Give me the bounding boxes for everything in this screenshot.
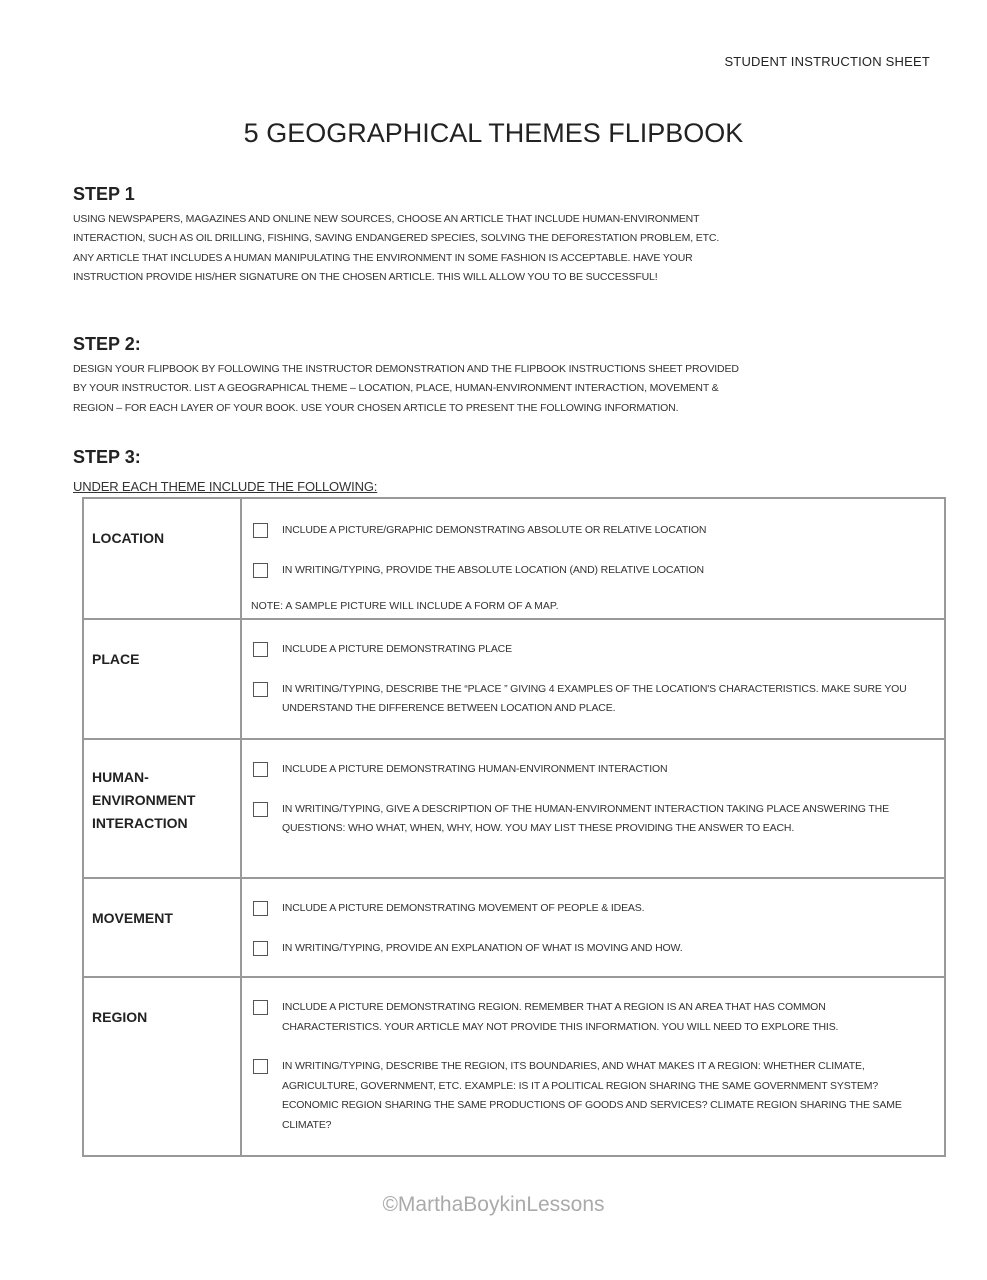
page-title: 5 GEOGRAPHICAL THEMES FLIPBOOK bbox=[243, 118, 744, 148]
step2-heading: STEP 2: bbox=[73, 334, 141, 354]
checkbox[interactable] bbox=[253, 642, 268, 657]
step2-line: REGION – FOR EACH LAYER OF YOUR BOOK. USE YOUR CHOSEN ARTICLE TO PRESENT THE FOLLOWING INFORMATION. bbox=[73, 402, 679, 414]
checklist-item: IN WRITING/TYPING, PROVIDE THE ABSOLUTE LOCATION (AND) RELATIVE LOCATION bbox=[282, 563, 704, 576]
theme-name: LOCATION bbox=[83, 498, 241, 619]
step2-line: BY YOUR INSTRUCTOR. LIST A GEOGRAPHICAL THEME – LOCATION, PLACE, HUMAN-ENVIRONMENT INTERACTION, MOVEMENT & bbox=[73, 382, 719, 394]
checkbox[interactable] bbox=[253, 682, 268, 697]
checkbox[interactable] bbox=[253, 802, 268, 817]
checkbox[interactable] bbox=[253, 941, 268, 956]
theme-name: MOVEMENT bbox=[83, 878, 241, 977]
table-row bbox=[83, 498, 945, 619]
note: NOTE: A SAMPLE PICTURE WILL INCLUDE A FORM OF A MAP. bbox=[251, 600, 559, 612]
checkbox[interactable] bbox=[253, 1059, 268, 1074]
checklist-item: IN WRITING/TYPING, DESCRIBE THE REGION, ITS BOUNDARIES, AND WHAT MAKES IT A REGION: WHETHER CLIMATE, AGRICULTURE, GOVERNMENT, ETC. EXAMPLE: IS IT A POLITICAL REGION SHARING THE SAME GOVERNMENT SYSTEM? ECONOMIC REGION SHARING THE SAME PRODUCTIONS OF GOODS AND SERVICES? CLIMATE REGION SHARING THE SAME CLIMATE? bbox=[282, 1060, 902, 1131]
checklist-item: INCLUDE A PICTURE DEMONSTRATING HUMAN-ENVIRONMENT INTERACTION bbox=[282, 763, 668, 775]
table-row bbox=[83, 878, 945, 977]
themes-table bbox=[82, 497, 946, 1157]
checklist-item: IN WRITING/TYPING, PROVIDE AN EXPLANATION OF WHAT IS MOVING AND HOW. bbox=[282, 941, 683, 954]
checklist-item: INCLUDE A PICTURE DEMONSTRATING MOVEMENT OF PEOPLE & IDEAS. bbox=[282, 902, 645, 914]
step1-line: ANY ARTICLE THAT INCLUDES A HUMAN MANIPULATING THE ENVIRONMENT IN SOME FASHION IS ACCEPTABLE. HAVE YOUR bbox=[73, 252, 693, 264]
checklist-item: INCLUDE A PICTURE DEMONSTRATING PLACE bbox=[282, 643, 512, 655]
table-row bbox=[83, 619, 945, 739]
checklist-item: IN WRITING/TYPING, DESCRIBE THE “PLACE ” GIVING 4 EXAMPLES OF THE LOCATION'S CHARACTERISTICS. MAKE SURE YOU UNDERSTAND THE DIFFERENCE BETWEEN LOCATION AND PLACE. bbox=[282, 682, 907, 714]
checkbox[interactable] bbox=[253, 901, 268, 916]
sheet-label: STUDENT INSTRUCTION SHEET bbox=[724, 54, 930, 69]
table-row bbox=[83, 977, 945, 1156]
checkbox[interactable] bbox=[253, 523, 268, 538]
table-row bbox=[83, 739, 945, 878]
step1-line: INSTRUCTION PROVIDE HIS/HER SIGNATURE ON THE CHOSEN ARTICLE. THIS WILL ALLOW YOU TO BE SUCCESSFUL! bbox=[73, 271, 658, 283]
theme-name: HUMAN-ENVIRONMENT INTERACTION bbox=[83, 739, 241, 878]
step1-line: INTERACTION, SUCH AS OIL DRILLING, FISHING, SAVING ENDANGERED SPECIES, SOLVING THE DEFORESTATION PROBLEM, ETC. bbox=[73, 232, 720, 244]
step1-line: USING NEWSPAPERS, MAGAZINES AND ONLINE NEW SOURCES, CHOOSE AN ARTICLE THAT INCLUDE HUMAN-ENVIRONMENT bbox=[73, 213, 700, 225]
checkbox[interactable] bbox=[253, 563, 268, 578]
checkbox[interactable] bbox=[253, 1000, 268, 1015]
checkbox[interactable] bbox=[253, 762, 268, 777]
checklist-item: INCLUDE A PICTURE DEMONSTRATING REGION. REMEMBER THAT A REGION IS AN AREA THAT HAS COMMON CHARACTERISTICS. YOUR ARTICLE MAY NOT PROVIDE THIS INFORMATION. YOU WILL NEED TO EXPLORE THIS. bbox=[282, 1001, 839, 1033]
theme-name: REGION bbox=[83, 977, 241, 1156]
step3-heading: STEP 3: bbox=[73, 447, 141, 467]
step2-line: DESIGN YOUR FLIPBOOK BY FOLLOWING THE INSTRUCTOR DEMONSTRATION AND THE FLIPBOOK INSTRUCTIONS SHEET PROVIDED bbox=[73, 363, 739, 375]
step1-heading: STEP 1 bbox=[73, 184, 135, 204]
checklist-item: IN WRITING/TYPING, GIVE A DESCRIPTION OF THE HUMAN-ENVIRONMENT INTERACTION TAKING PLACE ANSWERING THE QUESTIONS: WHO WHAT, WHEN, WHY, HOW. YOU MAY LIST THESE PROVIDING THE ANSWER TO EACH. bbox=[282, 802, 889, 834]
checklist-item: INCLUDE A PICTURE/GRAPHIC DEMONSTRATING ABSOLUTE OR RELATIVE LOCATION bbox=[282, 524, 707, 536]
theme-name: PLACE bbox=[83, 619, 241, 739]
copyright-watermark: ©MarthaBoykinLessons bbox=[382, 1193, 605, 1216]
step3-intro: UNDER EACH THEME INCLUDE THE FOLLOWING: bbox=[73, 479, 378, 494]
